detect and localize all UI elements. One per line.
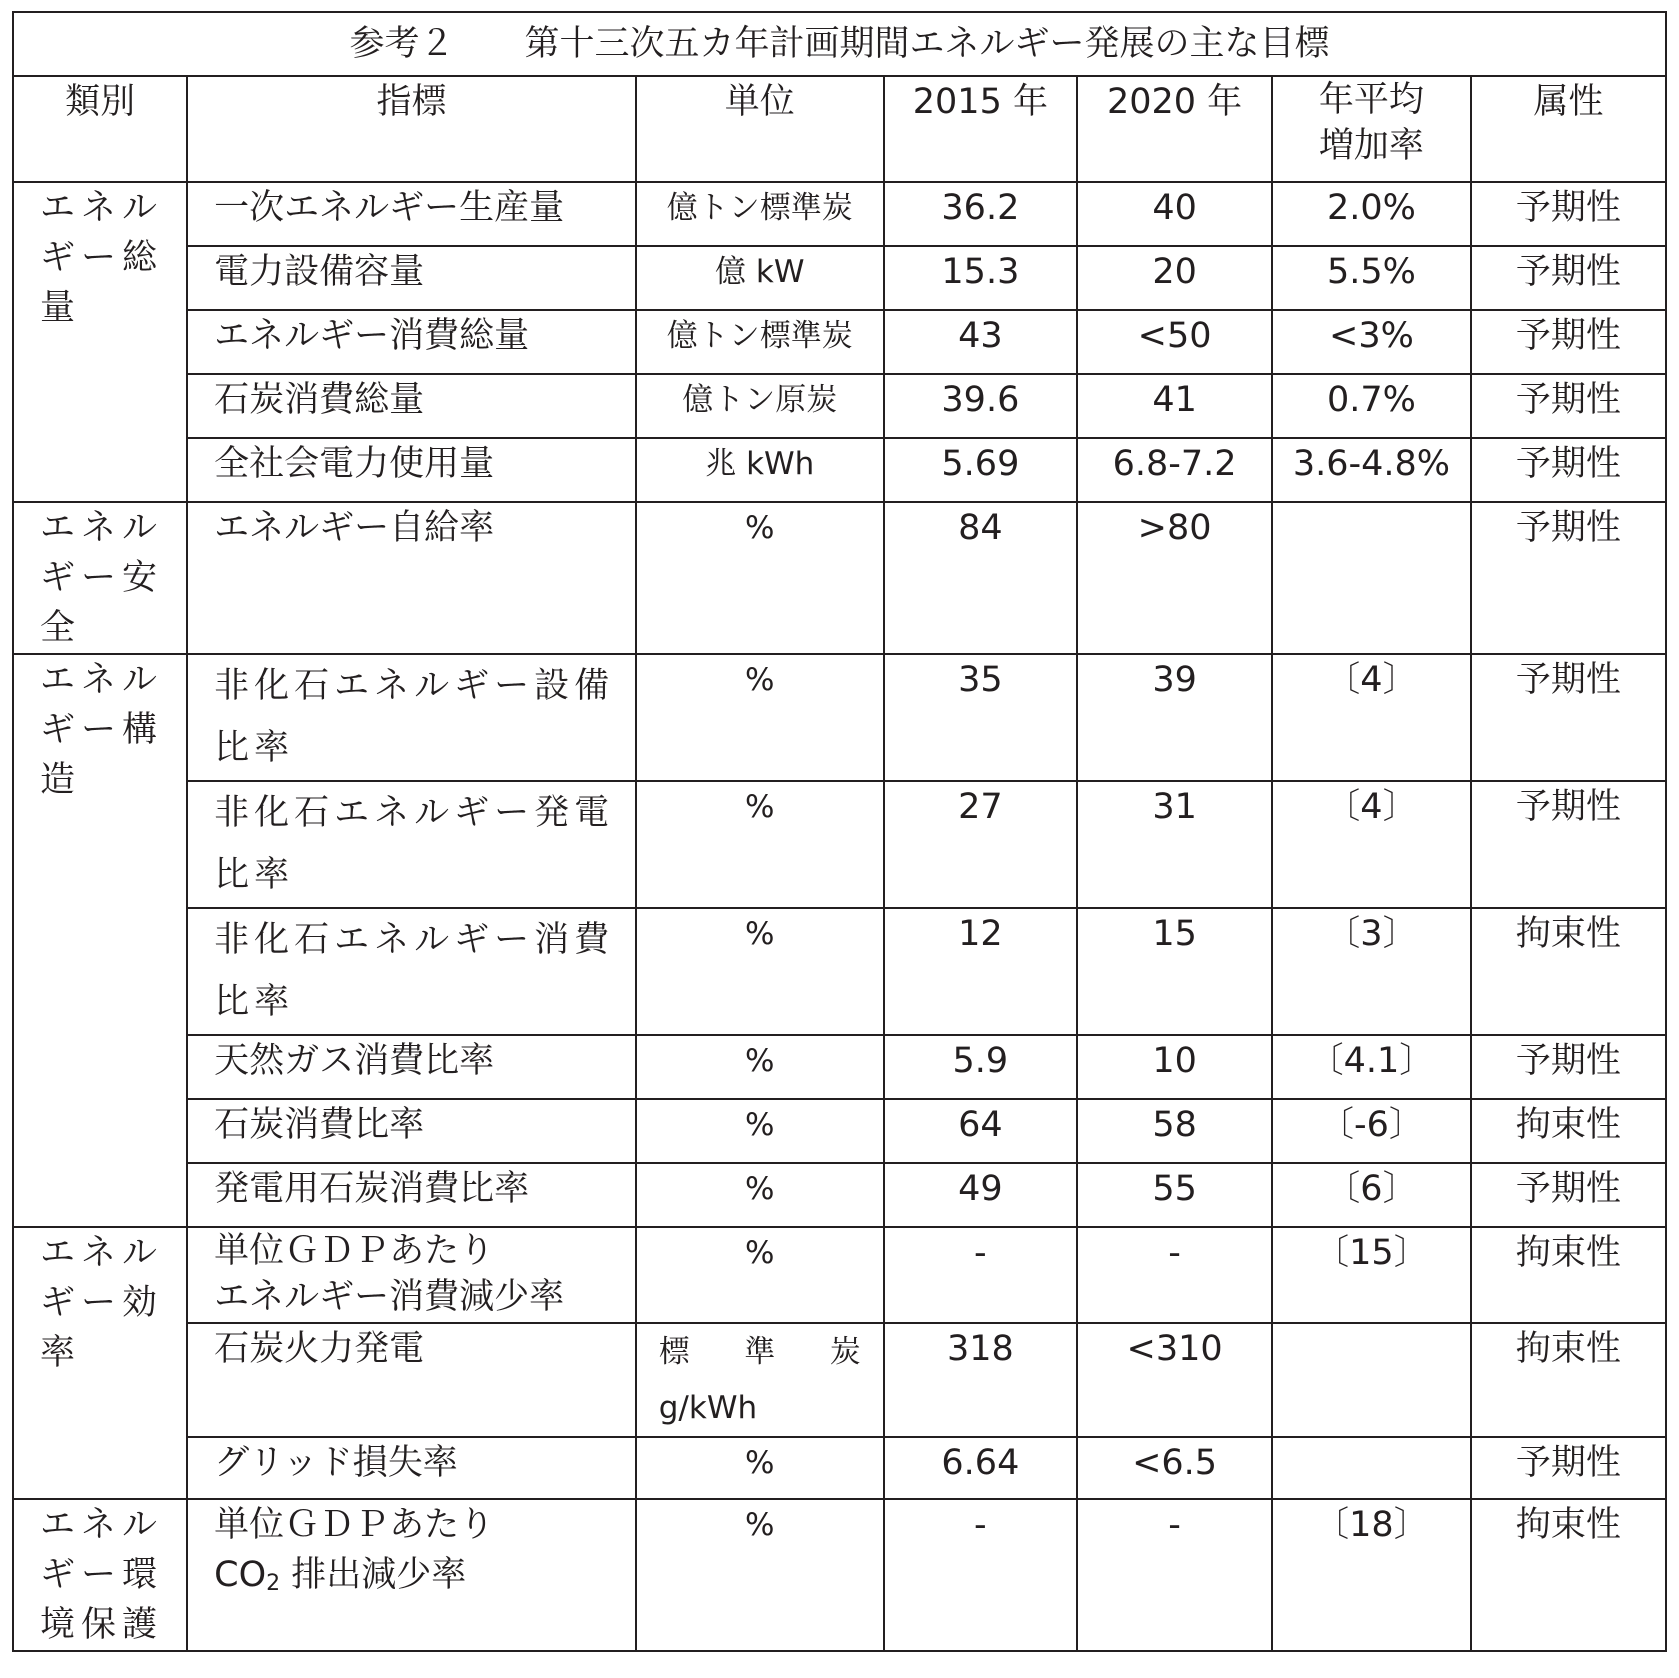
value-2015-cell: 64	[884, 1099, 1077, 1163]
unit-cell: %	[636, 654, 884, 781]
value-2015-cell: 15.3	[884, 246, 1077, 310]
attribute-cell: 予期性	[1471, 246, 1666, 310]
growth-cell: <3%	[1272, 310, 1470, 374]
unit-cell: %	[636, 1099, 884, 1163]
unit-cell: %	[636, 781, 884, 908]
unit-line-2: g/kWh	[658, 1390, 758, 1426]
unit-cell	[636, 1323, 884, 1437]
table-row	[13, 438, 1666, 502]
attribute-cell: 予期性	[1471, 654, 1666, 781]
attribute-cell: 拘束性	[1471, 1099, 1666, 1163]
attribute-cell: 予期性	[1471, 374, 1666, 438]
header-attribute: 属性	[1471, 76, 1666, 182]
growth-cell: 5.5%	[1272, 246, 1470, 310]
unit-cell: %	[636, 1035, 884, 1099]
growth-cell	[1272, 1323, 1470, 1437]
header-growth-line2: 増加率	[1318, 126, 1424, 166]
unit-cell: %	[636, 1163, 884, 1227]
growth-cell	[1272, 502, 1470, 654]
table-row	[13, 502, 1666, 654]
table-row	[13, 310, 1666, 374]
header-indicator: 指標	[187, 76, 636, 182]
growth-cell: 〔4〕	[1272, 781, 1470, 908]
value-2015-cell: 84	[884, 502, 1077, 654]
value-2015-cell: 43	[884, 310, 1077, 374]
value-2015-cell: -	[884, 1499, 1077, 1651]
table-row	[13, 374, 1666, 438]
indicator-cell: グリッド損失率	[187, 1437, 636, 1499]
value-2020-cell: 55	[1077, 1163, 1272, 1227]
value-2020-cell: <6.5	[1077, 1437, 1272, 1499]
value-2020-cell: 10	[1077, 1035, 1272, 1099]
table-row	[13, 654, 1666, 781]
unit-cell: %	[636, 1227, 884, 1323]
value-2015-cell: 36.2	[884, 182, 1077, 246]
indicator-cell: 全社会電力使用量	[187, 438, 636, 502]
table-row	[13, 1099, 1666, 1163]
growth-cell: 〔18〕	[1272, 1499, 1470, 1651]
header-category: 類別	[13, 76, 187, 182]
unit-cell: %	[636, 502, 884, 654]
indicator-cell	[187, 1499, 636, 1651]
value-2015-cell: 5.69	[884, 438, 1077, 502]
energy-targets-table	[12, 11, 1667, 1652]
value-2015-cell: 39.6	[884, 374, 1077, 438]
value-2020-cell: <310	[1077, 1323, 1272, 1437]
value-2020-cell: 40	[1077, 182, 1272, 246]
indicator-cell: 天然ガス消費比率	[187, 1035, 636, 1099]
unit-cell: %	[636, 1499, 884, 1651]
value-2020-cell: <50	[1077, 310, 1272, 374]
growth-cell: 〔4.1〕	[1272, 1035, 1470, 1099]
growth-cell: 3.6-4.8%	[1272, 438, 1470, 502]
table-row	[13, 1499, 1666, 1651]
attribute-cell: 拘束性	[1471, 1499, 1666, 1651]
indicator-cell: 石炭消費比率	[187, 1099, 636, 1163]
unit-char: 炭	[829, 1334, 861, 1370]
header-2015: 2015 年	[884, 76, 1077, 182]
indicator-cell: 石炭消費総量	[187, 374, 636, 438]
category-energy-total: エネル ギー総 量	[13, 182, 187, 502]
attribute-cell: 拘束性	[1471, 1323, 1666, 1437]
value-2015-cell: 318	[884, 1323, 1077, 1437]
attribute-cell: 予期性	[1471, 1035, 1666, 1099]
value-2015-cell: 49	[884, 1163, 1077, 1227]
attribute-cell: 予期性	[1471, 438, 1666, 502]
value-2015-cell: 35	[884, 654, 1077, 781]
indicator-cell: エネルギー消費総量	[187, 310, 636, 374]
co2-text: CO	[214, 1555, 267, 1595]
value-2020-cell: 39	[1077, 654, 1272, 781]
unit-cell: 兆 kWh	[636, 438, 884, 502]
growth-cell	[1272, 1437, 1470, 1499]
table-row	[13, 246, 1666, 310]
header-growth-line1: 年平均	[1318, 80, 1424, 120]
category-energy-efficiency: エネル ギー効 率	[13, 1227, 187, 1499]
indicator-cell: 単位ＧＤＰあたり エネルギー消費減少率	[187, 1227, 636, 1323]
indicator-cell: 非化石エネルギー発電 比率	[187, 781, 636, 908]
growth-cell: 2.0%	[1272, 182, 1470, 246]
category-energy-environment: エネル ギー環 境保護	[13, 1499, 187, 1651]
growth-cell: 0.7%	[1272, 374, 1470, 438]
header-row	[13, 76, 1666, 182]
attribute-cell: 予期性	[1471, 310, 1666, 374]
value-2020-cell: >80	[1077, 502, 1272, 654]
value-2015-cell: 27	[884, 781, 1077, 908]
growth-cell: 〔-6〕	[1272, 1099, 1470, 1163]
table-row	[13, 1323, 1666, 1437]
value-2015-cell: -	[884, 1227, 1077, 1323]
unit-cell: 億トン原炭	[636, 374, 884, 438]
indicator-cell: 発電用石炭消費比率	[187, 1163, 636, 1227]
indicator-cell: 非化石エネルギー消費 比率	[187, 908, 636, 1035]
indicator-cell: 電力設備容量	[187, 246, 636, 310]
indicator-cell: 一次エネルギー生産量	[187, 182, 636, 246]
value-2020-cell: 15	[1077, 908, 1272, 1035]
unit-char: 準	[744, 1334, 776, 1370]
table-row	[13, 182, 1666, 246]
indicator-cell: エネルギー自給率	[187, 502, 636, 654]
header-growth	[1272, 76, 1470, 182]
unit-char: 標	[658, 1334, 690, 1370]
category-energy-structure: エネル ギー構 造	[13, 654, 187, 1227]
indicator-cell: 石炭火力発電	[187, 1323, 636, 1437]
unit-line-1	[659, 1324, 883, 1380]
indicator-cell: 非化石エネルギー設備 比率	[187, 654, 636, 781]
value-2015-cell: 6.64	[884, 1437, 1077, 1499]
table-title: 参考２ 第十三次五カ年計画期間エネルギー発展の主な目標	[13, 12, 1666, 76]
growth-cell: 〔4〕	[1272, 654, 1470, 781]
category-energy-security: エネル ギー安 全	[13, 502, 187, 654]
growth-cell: 〔15〕	[1272, 1227, 1470, 1323]
unit-cell: %	[636, 908, 884, 1035]
value-2020-cell: 41	[1077, 374, 1272, 438]
indicator-line-1: 単位ＧＤＰあたり	[214, 1505, 495, 1545]
unit-cell: 億トン標準炭	[636, 310, 884, 374]
unit-cell: 億トン標準炭	[636, 182, 884, 246]
attribute-cell: 予期性	[1471, 182, 1666, 246]
header-2020: 2020 年	[1077, 76, 1272, 182]
attribute-cell: 予期性	[1471, 1163, 1666, 1227]
attribute-cell: 拘束性	[1471, 1227, 1666, 1323]
value-2020-cell: -	[1077, 1499, 1272, 1651]
table-row	[13, 908, 1666, 1035]
table-row	[13, 1227, 1666, 1323]
header-unit: 単位	[636, 76, 884, 182]
value-2020-cell: 6.8-7.2	[1077, 438, 1272, 502]
table-row	[13, 1437, 1666, 1499]
table-row	[13, 1035, 1666, 1099]
value-2015-cell: 5.9	[884, 1035, 1077, 1099]
attribute-cell: 予期性	[1471, 502, 1666, 654]
value-2015-cell: 12	[884, 908, 1077, 1035]
unit-cell: %	[636, 1437, 884, 1499]
table-row	[13, 781, 1666, 908]
attribute-cell: 予期性	[1471, 781, 1666, 908]
co2-subscript: 2	[266, 1571, 281, 1596]
title-row	[13, 12, 1666, 76]
growth-cell: 〔3〕	[1272, 908, 1470, 1035]
value-2020-cell: 58	[1077, 1099, 1272, 1163]
attribute-cell: 予期性	[1471, 1437, 1666, 1499]
value-2020-cell: 31	[1077, 781, 1272, 908]
value-2020-cell: -	[1077, 1227, 1272, 1323]
value-2020-cell: 20	[1077, 246, 1272, 310]
indicator-line-2-rest: 排出減少率	[280, 1555, 467, 1595]
growth-cell: 〔6〕	[1272, 1163, 1470, 1227]
attribute-cell: 拘束性	[1471, 908, 1666, 1035]
table-row	[13, 1163, 1666, 1227]
unit-cell: 億 kW	[636, 246, 884, 310]
